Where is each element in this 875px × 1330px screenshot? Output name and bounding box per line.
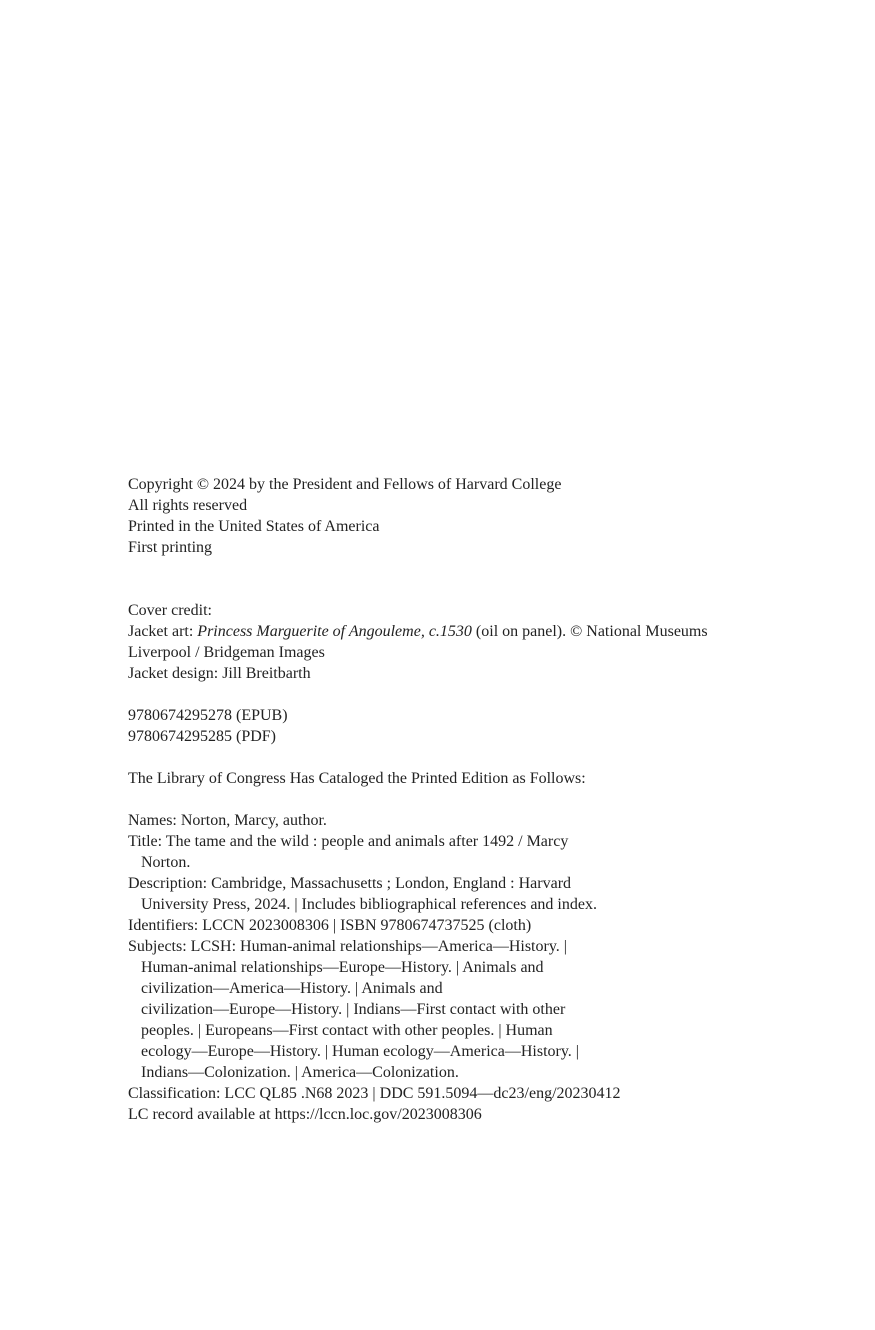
jacket-art-suffix: (oil on panel). © National Museums xyxy=(471,623,708,640)
cip-subjects-cont: civilization—America—History. | Animals and xyxy=(141,980,443,997)
printing-number: First printing xyxy=(128,539,213,556)
cover-credit-heading: Cover credit: xyxy=(128,602,212,619)
cip-lc-record: LC record available at https://lccn.loc.gov/2023008306 xyxy=(128,1106,482,1123)
jacket-art-credit xyxy=(128,621,768,642)
cip-identifiers: Identifiers: LCCN 2023008306 | ISBN 9780674737525 (cloth) xyxy=(128,917,532,934)
cip-classification: Classification: LCC QL85 .N68 2023 | DDC 591.5094—dc23/eng/20230412 xyxy=(128,1085,621,1102)
copyright-notice: Copyright © 2024 by the President and Fellows of Harvard College xyxy=(128,476,562,493)
cip-title: Title: The tame and the wild : people and animals after 1492 / Marcy xyxy=(128,833,569,850)
cip-description: Description: Cambridge, Massachusetts ; London, England : Harvard xyxy=(128,875,572,892)
isbn-epub: 9780674295278 (EPUB) xyxy=(128,707,288,724)
jacket-design-credit: Jacket design: Jill Breitbarth xyxy=(128,665,311,682)
cip-subjects-cont: peoples. | Europeans—First contact with other peoples. | Human xyxy=(141,1022,553,1039)
isbn-pdf: 9780674295285 (PDF) xyxy=(128,728,277,745)
printed-in: Printed in the United States of America xyxy=(128,518,380,535)
cip-names: Names: Norton, Marcy, author. xyxy=(128,812,327,829)
cip-subjects-cont: Indians—Colonization. | America—Colonization. xyxy=(141,1064,459,1081)
spacer xyxy=(128,789,768,810)
cip-subjects: Subjects: LCSH: Human-animal relationships—America—History. | xyxy=(128,938,567,955)
jacket-art-prefix: Jacket art: xyxy=(128,623,198,640)
spacer xyxy=(128,558,768,600)
jacket-art-title: Princess Marguerite of Angouleme, c.1530 xyxy=(197,623,472,640)
rights-reserved: All rights reserved xyxy=(128,497,248,514)
cip-subjects-cont: ecology—Europe—History. | Human ecology—America—History. | xyxy=(141,1043,580,1060)
copyright-block xyxy=(128,474,768,1125)
spacer xyxy=(128,684,768,705)
loc-statement: The Library of Congress Has Cataloged the Printed Edition as Follows: xyxy=(128,770,586,787)
spacer xyxy=(128,747,768,768)
cip-data xyxy=(128,810,768,1125)
cip-description-cont: University Press, 2024. | Includes bibliographical references and index. xyxy=(141,896,597,913)
cip-title-cont: Norton. xyxy=(141,854,191,871)
cip-subjects-cont: civilization—Europe—History. | Indians—First contact with other xyxy=(141,1001,566,1018)
jacket-art-credit-cont: Liverpool / Bridgeman Images xyxy=(128,644,325,661)
cip-subjects-cont: Human-animal relationships—Europe—History. | Animals and xyxy=(141,959,544,976)
